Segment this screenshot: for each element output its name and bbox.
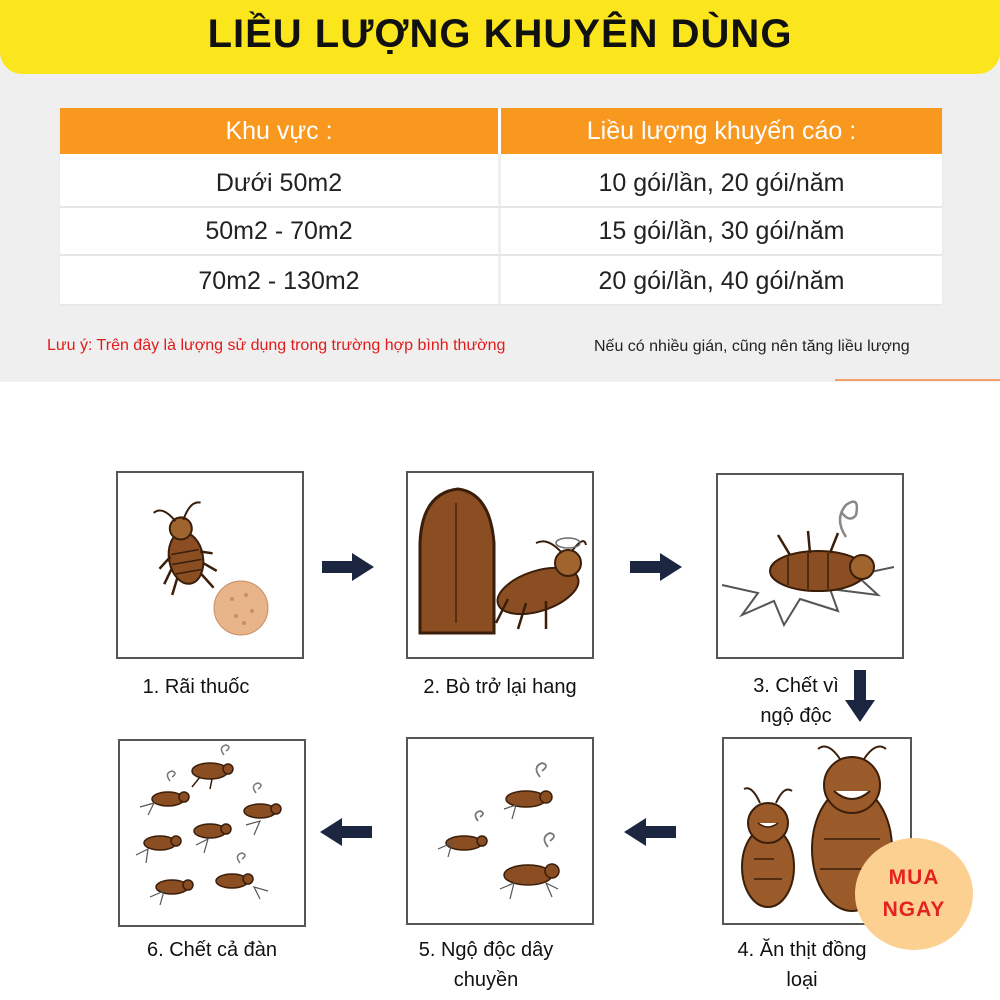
arrow-left-icon bbox=[624, 818, 676, 846]
dosage-table bbox=[60, 108, 942, 304]
cockroach-bait-icon bbox=[118, 473, 302, 657]
usage-note: Lưu ý: Trên đây là lượng sử dụng trong trường hợp bình thường bbox=[47, 337, 506, 354]
arrow-left-icon bbox=[320, 818, 372, 846]
step-5-image bbox=[406, 737, 594, 925]
step-5-label-line1: 5. Ngộ độc dây bbox=[418, 939, 554, 961]
step-1-image bbox=[116, 471, 304, 659]
table-cell-area: Dưới 50m2 bbox=[215, 168, 343, 197]
increase-dose-note: Nếu có nhiều gián, cũng nên tăng liều lượng bbox=[594, 338, 910, 355]
step-4-label-line1: 4. Ăn thịt đồng bbox=[737, 939, 867, 961]
step-5-label-line2: chuyền bbox=[453, 969, 519, 991]
step-4-label bbox=[722, 935, 882, 995]
table-cell-area: 50m2 - 70m2 bbox=[205, 216, 353, 245]
buy-now-line2: NGAY bbox=[882, 898, 946, 921]
dead-colony-icon bbox=[120, 741, 304, 925]
step-2-image bbox=[406, 471, 594, 659]
step-6-image bbox=[118, 739, 306, 927]
arrow-down-icon bbox=[845, 670, 875, 722]
chain-poisoned-icon bbox=[408, 739, 592, 923]
step-4-label-line2: loại bbox=[786, 969, 818, 991]
table-cell-dosage: 20 gói/lần, 40 gói/năm bbox=[598, 266, 845, 295]
step-6-label: 6. Chết cả đàn bbox=[146, 939, 278, 961]
row-divider bbox=[60, 254, 942, 256]
cockroach-nest-icon bbox=[408, 473, 592, 657]
step-3-label-line1: 3. Chết vì bbox=[753, 675, 839, 697]
step-1-label: 1. Rãi thuốc bbox=[142, 676, 250, 698]
arrow-right-icon bbox=[630, 553, 682, 581]
buy-now-line1: MUA bbox=[888, 866, 940, 889]
page-title: LIỀU LƯỢNG KHUYÊN DÙNG bbox=[207, 11, 793, 56]
title-banner bbox=[0, 0, 1000, 74]
buy-now-button[interactable] bbox=[855, 838, 973, 950]
table-cell-dosage: 15 gói/lần, 30 gói/năm bbox=[598, 216, 845, 245]
arrow-right-icon bbox=[322, 553, 374, 581]
accent-line bbox=[835, 379, 1000, 381]
table-cell-area: 70m2 - 130m2 bbox=[198, 266, 360, 295]
table-header-area: Khu vực : bbox=[60, 108, 498, 154]
step-5-label bbox=[406, 935, 566, 995]
step-3-label-line2: ngộ độc bbox=[760, 705, 832, 727]
step-3-image bbox=[716, 473, 904, 659]
table-header-dosage: Liều lượng khuyến cáo : bbox=[501, 108, 942, 154]
dead-cockroach-icon bbox=[718, 475, 902, 657]
step-2-label: 2. Bò trở lại hang bbox=[423, 676, 577, 698]
table-cell-dosage: 10 gói/lần, 20 gói/năm bbox=[598, 168, 845, 197]
